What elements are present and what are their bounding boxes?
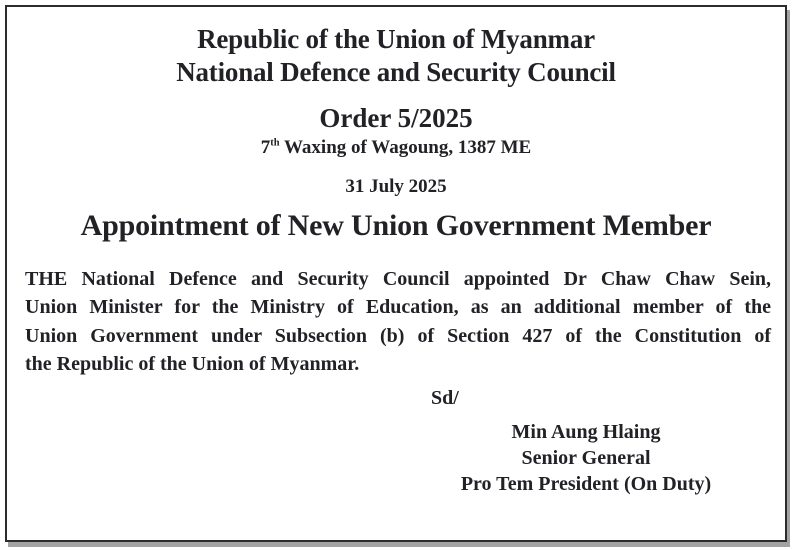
signature-name: Min Aung Hlaing: [511, 421, 661, 444]
body-line-1: THE National Defence and Security Council appointed Dr Chaw Chaw Sein,: [25, 268, 771, 290]
document-title-line1: Republic of the Union of Myanmar: [197, 24, 595, 54]
signature-block: [401, 385, 771, 497]
document-title-line2: National Defence and Security Council: [176, 57, 616, 87]
document-frame: [5, 5, 787, 542]
order-heading: Appointment of New Union Government Member: [80, 209, 712, 242]
signature-sd: Sd/: [431, 387, 459, 410]
myanmar-calendar-date: [7, 136, 785, 160]
order-body-paragraph: [25, 265, 771, 378]
gregorian-date: 31 July 2025: [345, 176, 447, 197]
body-line-2: Union Minister for the Ministry of Education, as an additional member of the: [25, 296, 771, 319]
document-content: [7, 7, 785, 497]
order-number: Order 5/2025: [319, 103, 473, 133]
body-line-3: Union Government under Subsection (b) of Section 427 of the Constitution of: [25, 324, 771, 347]
myanmar-date-rest: Waxing of Wagoung, 1387 ME: [279, 137, 532, 158]
myanmar-date-ordinal: th: [270, 137, 280, 149]
body-line-4: the Republic of the Union of Myanmar.: [25, 352, 360, 375]
myanmar-date-day: 7: [260, 137, 271, 158]
signature-rank: Senior General: [521, 447, 651, 470]
signature-title: Pro Tem President (On Duty): [460, 473, 712, 496]
